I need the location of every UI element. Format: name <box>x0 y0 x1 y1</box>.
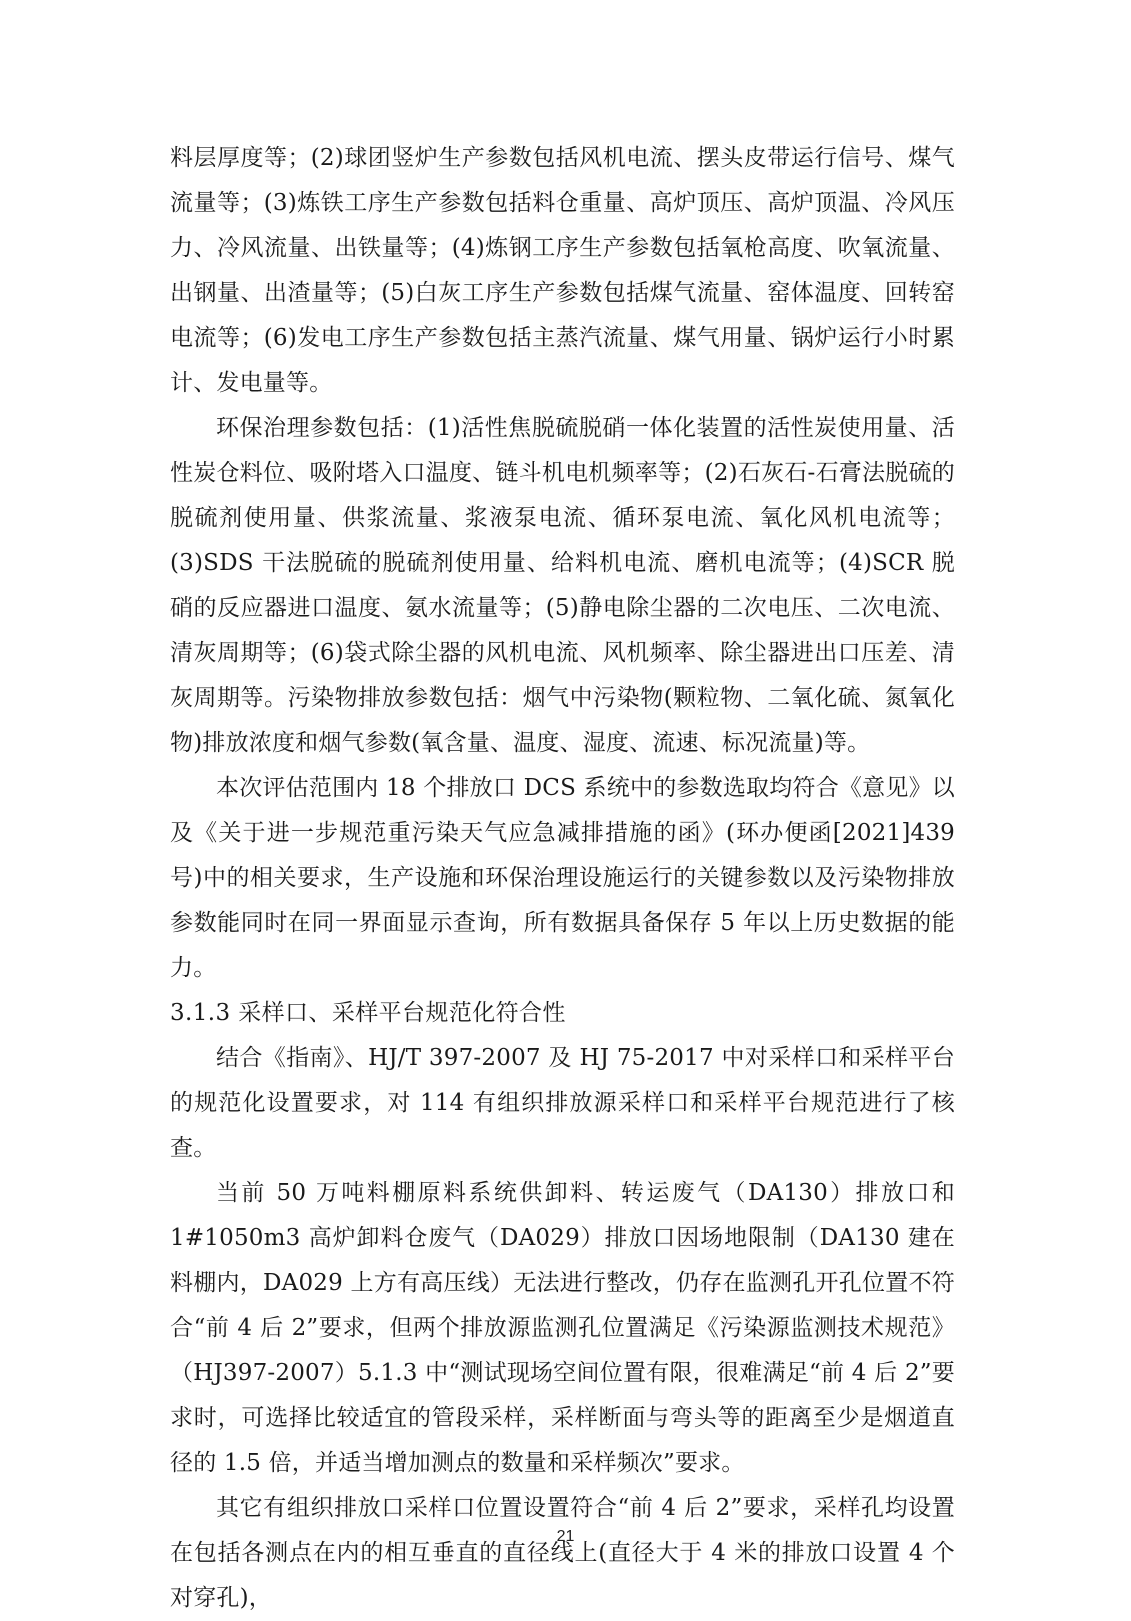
document-body <box>170 136 955 1621</box>
paragraph-dcs-compliance: 本次评估范围内 18 个排放口 DCS 系统中的参数选取均符合《意见》以及《关于进一步规范重污染天气应急减排措施的函》(环办便函[2021]439 号)中的相关要求，生产设施和环保治理设施运行的关键参数以及污染物排放参数能同时在同一界面显示查询，所有数据具备保存 5 年以上历史数据的能力。 <box>170 775 955 981</box>
paragraph-production-params: 料层厚度等；(2)球团竖炉生产参数包括风机电流、摆头皮带运行信号、煤气流量等；(3)炼铁工序生产参数包括料仓重量、高炉顶压、高炉顶温、冷风压力、冷风流量、出铁量等；(4)炼钢工序生产参数包括氧枪高度、吹氧流量、出钢量、出渣量等；(5)白灰工序生产参数包括煤气流量、窑体温度、回转窑电流等；(6)发电工序生产参数包括主蒸汽流量、煤气用量、锅炉运行小时累计、发电量等。 <box>170 145 955 396</box>
paragraph-sampling-compliance: 其它有组织排放口采样口位置设置符合“前 4 后 2”要求，采样孔均设置在包括各测点在内的相互垂直的直径线上(直径大于 4 米的排放口设置 4 个对穿孔)， <box>170 1495 955 1611</box>
page-number: 21 <box>556 1528 575 1545</box>
paragraph-sampling-exceptions: 当前 50 万吨料棚原料系统供卸料、转运废气（DA130）排放口和 1#1050m3 高炉卸料仓废气（DA029）排放口因场地限制（DA130 建在料棚内，DA029 上方有高压线）无法进行整改，仍存在监测孔开孔位置不符合“前 4 后 2”要求，但两个排放源监测孔位置满足《污染源监测技术规范》（HJ397-2007）5.1.3 中“测试现场空间位置有限，很难满足“前 4 后 2”要求时，可选择比较适宜的管段采样，采样断面与弯头等的距离至少是烟道直径的 1.5 倍，并适当增加测点的数量和采样频次”要求。 <box>170 1180 955 1476</box>
paragraph-environmental-params: 环保治理参数包括：(1)活性焦脱硫脱硝一体化装置的活性炭使用量、活性炭仓料位、吸附塔入口温度、链斗机电机频率等；(2)石灰石-石膏法脱硫的脱硫剂使用量、供浆流量、浆液泵电流、循环泵电流、氧化风机电流等；(3)SDS 干法脱硫的脱硫剂使用量、给料机电流、磨机电流等；(4)SCR 脱硝的反应器进口温度、氨水流量等；(5)静电除尘器的二次电压、二次电流、清灰周期等；(6)袋式除尘器的风机电流、风机频率、除尘器进出口压差、清灰周期等。污染物排放参数包括：烟气中污染物(颗粒物、二氧化硫、氮氧化物)排放浓度和烟气参数(氧含量、温度、湿度、流速、标况流量)等。 <box>170 415 955 756</box>
paragraph-sampling-review: 结合《指南》、HJ/T 397-2007 及 HJ 75-2017 中对采样口和采样平台的规范化设置要求，对 114 有组织排放源采样口和采样平台规范进行了核查。 <box>170 1045 955 1161</box>
section-heading: 3.1.3 采样口、采样平台规范化符合性 <box>170 1000 566 1026</box>
